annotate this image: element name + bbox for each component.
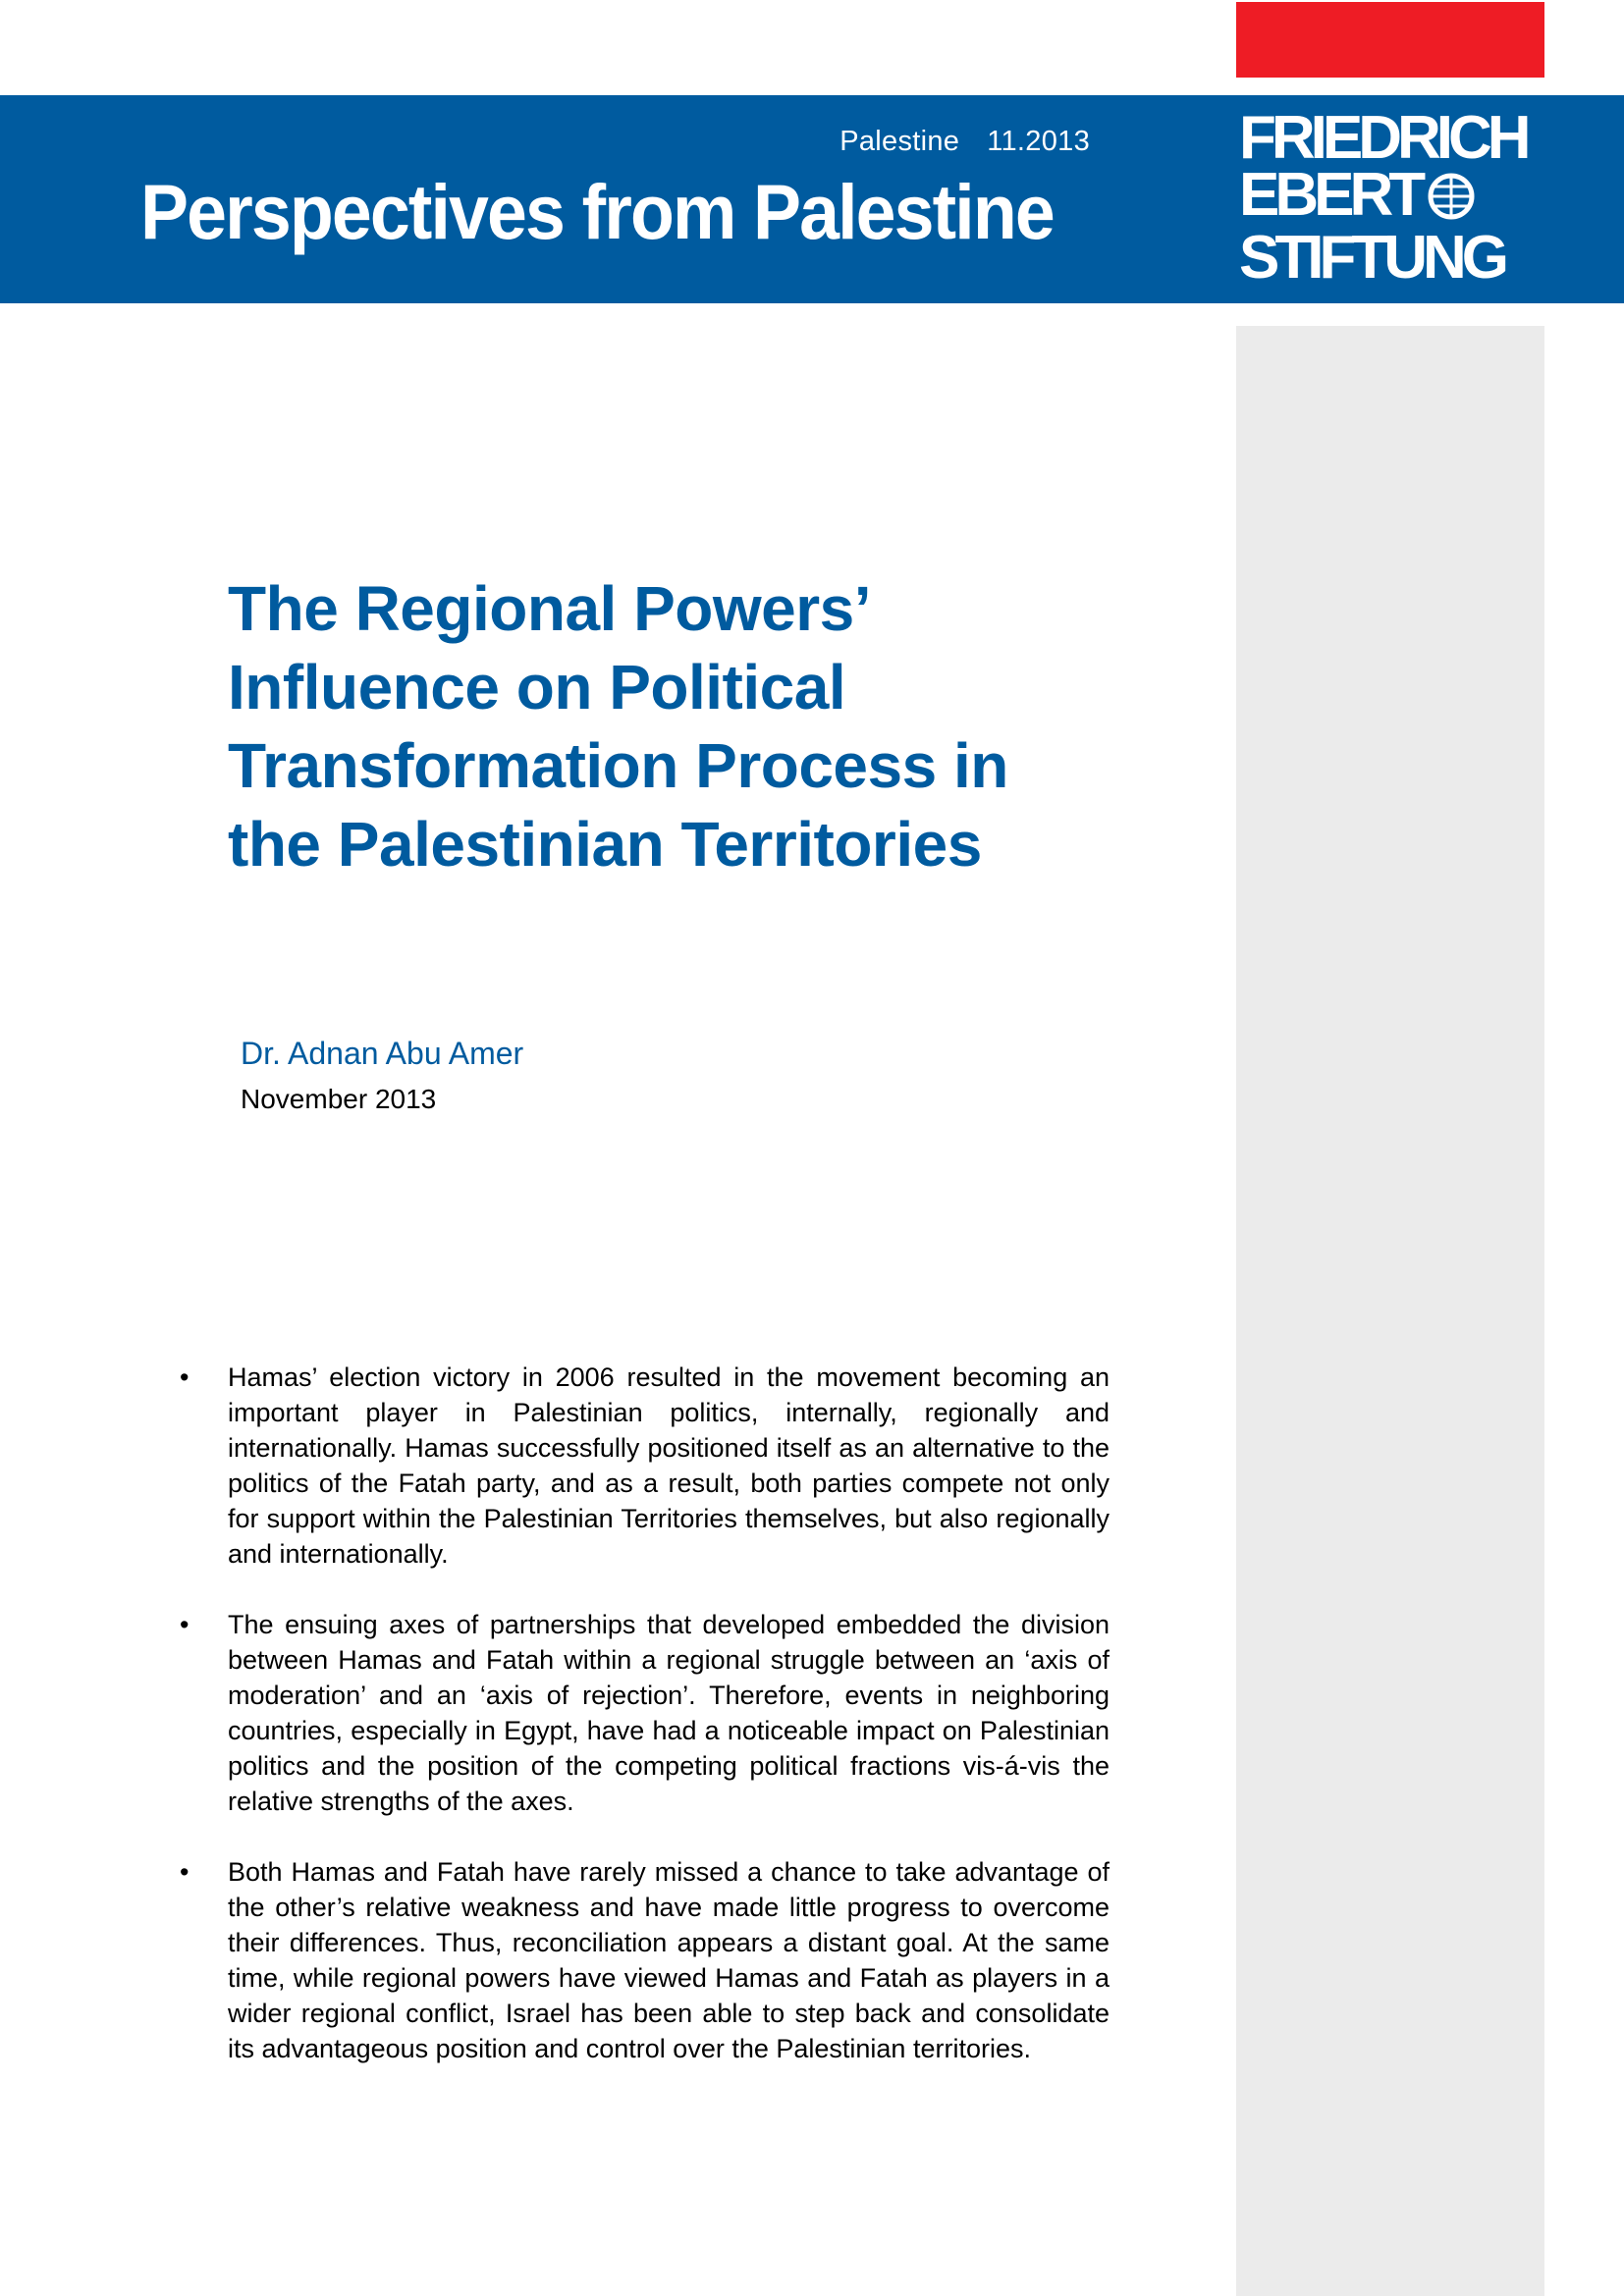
right-sidebar: [1236, 326, 1544, 2296]
fes-logo: [1239, 104, 1553, 292]
title-line: The Regional Powers’: [228, 573, 872, 644]
author-name: Dr. Adnan Abu Amer: [241, 1036, 524, 1071]
summary-item: [172, 1360, 1110, 1572]
logo-line-3: STIFTUNG: [1239, 224, 1504, 292]
title-line: Influence on Political: [228, 652, 846, 722]
summary-item: [172, 1854, 1110, 2066]
document-title: [228, 569, 1111, 883]
summary-item: [172, 1607, 1110, 1819]
bullet-icon: •: [180, 1610, 189, 1639]
publication-issue: 11.2013: [987, 126, 1090, 157]
logo-line-2-text: EBERT: [1239, 161, 1422, 229]
bullet-icon: •: [180, 1362, 189, 1392]
publication-region: Palestine: [839, 126, 960, 157]
bullet-icon: •: [180, 1857, 189, 1887]
summary-list: [172, 1360, 1110, 2102]
logo-line-2: [1239, 161, 1553, 230]
title-line: the Palestinian Territories: [228, 809, 982, 880]
summary-text: The ensuing axes of partnerships that developed embedded the division between Hamas and Fatah within a regional struggle between an ‘axis of moderation’ and an ‘axis of rejection’. Therefore, events in neighboring countries, especially in Egypt, have had a noticeable impact on Palestinian politics and the position of the competing political fractions vis-á-vis the relative strengths of the axes.: [228, 1610, 1110, 1816]
summary-text: Both Hamas and Fatah have rarely missed a chance to take advantage of the other’s relative weakness and have made little progress to overcome their differences. Thus, reconciliation appears a distant goal. At the same time, while regional powers have viewed Hamas and Fatah as players in a wider regional conflict, Israel has been able to step back and consolidate its advantageous position and control over the Palestinian territories.: [228, 1857, 1110, 2063]
summary-text: Hamas’ election victory in 2006 resulted in the movement becoming an important player in Palestinian politics, internally, regionally and internationally. Hamas successfully positioned itself as an alternative to the politics of the Fatah party, and as a result, both parties compete not only for support within the Palestinian Territories themselves, but also regionally and internationally.: [228, 1362, 1110, 1569]
series-title: Perspectives from Palestine: [140, 168, 1054, 255]
logo-line-1: FRIEDRICH: [1239, 104, 1527, 172]
title-line: Transformation Process in: [228, 730, 1008, 801]
publication-date: November 2013: [241, 1084, 437, 1114]
red-accent-block: [1236, 2, 1544, 78]
globe-icon: [1427, 172, 1476, 230]
publication-meta: [839, 126, 1090, 158]
